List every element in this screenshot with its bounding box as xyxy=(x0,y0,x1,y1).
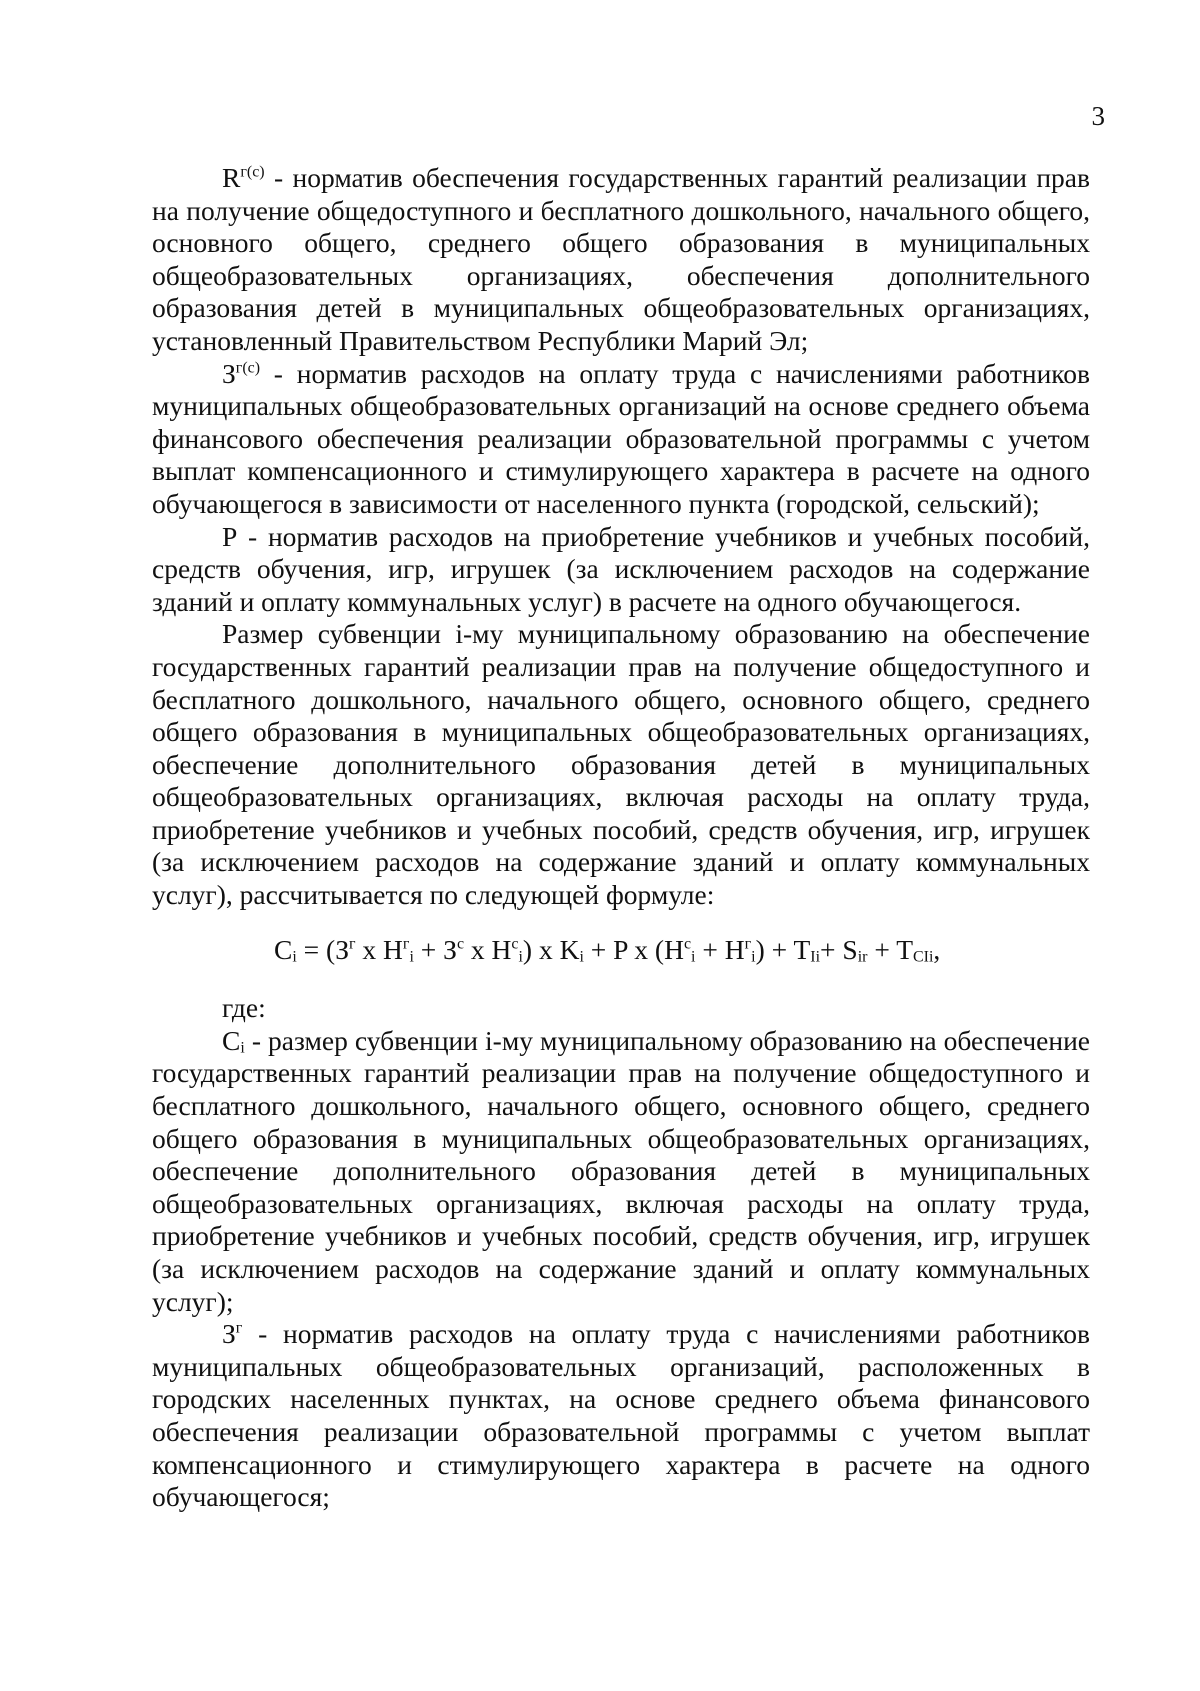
formula-superscript: с xyxy=(456,935,465,953)
formula-subscript: Ii xyxy=(810,948,821,966)
paragraph-text: Размер субвенции i-му муниципальному образованию на обеспечение государственных гарантий реализации прав на получение общедоступного и бесплатного дошкольного, начального общего, основного общего, среднего общего образования в муниципальных общеобразовательных организациях, обеспечение дополнительного образования детей в муниципальных общеобразовательных организациях, включая расходы на оплату труда, приобретение учебников и учебных пособий, средств обучения, игр, игрушек (за исключением расходов на содержание зданий и оплату коммунальных услуг), рассчитывается по следующей формуле: xyxy=(152,618,1090,911)
formula-part: x Н xyxy=(464,933,512,965)
where-label: где: xyxy=(222,992,266,1024)
formula-part: + T xyxy=(867,933,914,965)
paragraph-c-definition xyxy=(152,1025,1090,1318)
paragraph-text: - размер субвенции i-му муниципальному образованию на обеспечение государственных гарантий реализации прав на получение общедоступного и бесплатного дошкольного, начального общего, основного общего, среднего общего образования в муниципальных общеобразовательных организациях, обеспечение дополнительного образования детей в муниципальных общеобразовательных организациях, включая расходы на оплату труда, приобретение учебников и учебных пособий, средств обучения, игр, игрушек (за исключением расходов на содержание зданий и оплату коммунальных услуг); xyxy=(152,1024,1090,1317)
subvention-formula xyxy=(152,934,1090,967)
paragraph-subvention-size xyxy=(152,618,1090,911)
paragraph-text: - норматив расходов на оплату труда с начислениями работников муниципальных общеобразовательных организаций на основе среднего объема финансового обеспечения реализации образовательной программы с учетом выплат компенсационного и стимулирующего характера в расчете на одного обучающегося в зависимости от населенного пункта (городской, сельский); xyxy=(152,357,1090,519)
paragraph-zg-definition xyxy=(152,1318,1090,1514)
formula-subscript: CIi xyxy=(913,948,934,966)
formula-superscript: г xyxy=(402,935,410,953)
formula-superscript: с xyxy=(511,935,519,953)
formula-part: ) + T xyxy=(755,933,811,965)
formula-superscript: г xyxy=(348,935,356,953)
symbol-z-superscript: г(с) xyxy=(235,359,261,377)
formula-subscript: i xyxy=(409,948,414,966)
symbol-r-superscript: г(с) xyxy=(240,163,265,181)
paragraph-text: - норматив обеспечения государственных гарантий реализации прав на получение общедоступного и бесплатного дошкольного, начального общего, основного общего, среднего общего образования в муниципальных общеобразовательных организациях, обеспечения дополнительного образования детей в муниципальных общеобразовательных организациях, установленный Правительством Республики Марий Эл; xyxy=(152,162,1090,356)
symbol-zg: З xyxy=(222,1318,236,1350)
paragraph-text: - норматив расходов на оплату труда с начислениями работников муниципальных общеобразовательных организаций, расположенных в городских населенных пунктах, на основе среднего объема финансового обеспечения реализации образовательной программы с учетом выплат компенсационного и стимулирующего характера в расчете на одного обучающегося; xyxy=(152,1318,1090,1513)
formula-part: ) x K xyxy=(522,933,580,965)
symbol-r: R xyxy=(222,162,241,193)
paragraph-text: Р - норматив расходов на приобретение учебников и учебных пособий, средств обучения, игр, игрушек (за исключением расходов на содержание зданий и оплату коммунальных услуг) в расчете на одного обучающегося. xyxy=(152,520,1090,617)
document-body xyxy=(152,162,1090,1514)
formula-part: + З xyxy=(413,933,457,965)
symbol-zg-superscript: г xyxy=(235,1319,243,1337)
formula-part: + Н xyxy=(695,933,745,965)
formula-subscript: ir xyxy=(857,948,868,966)
symbol-c: C xyxy=(222,1024,241,1056)
formula-superscript: с xyxy=(683,935,692,953)
formula-part: = (З xyxy=(296,933,349,965)
formula-part: + P x (Н xyxy=(583,933,684,965)
paragraph-p-definition xyxy=(152,521,1090,619)
formula-subscript: i xyxy=(292,948,297,966)
formula-superscript: г xyxy=(744,935,752,953)
page-number: 3 xyxy=(1091,101,1105,131)
paragraph-r-definition xyxy=(152,162,1090,358)
formula-part: x Н xyxy=(355,933,403,965)
formula-part: C xyxy=(274,933,293,965)
symbol-c-subscript: i xyxy=(240,1039,245,1057)
formula-subscript: i xyxy=(518,948,523,966)
symbol-z: З xyxy=(222,357,236,389)
formula-subscript: i xyxy=(579,948,584,966)
formula-part: + S xyxy=(820,933,858,965)
formula-subscript: i xyxy=(751,948,756,966)
formula-part: , xyxy=(933,933,941,965)
formula-subscript: i xyxy=(691,948,696,966)
paragraph-z-definition xyxy=(152,358,1090,521)
